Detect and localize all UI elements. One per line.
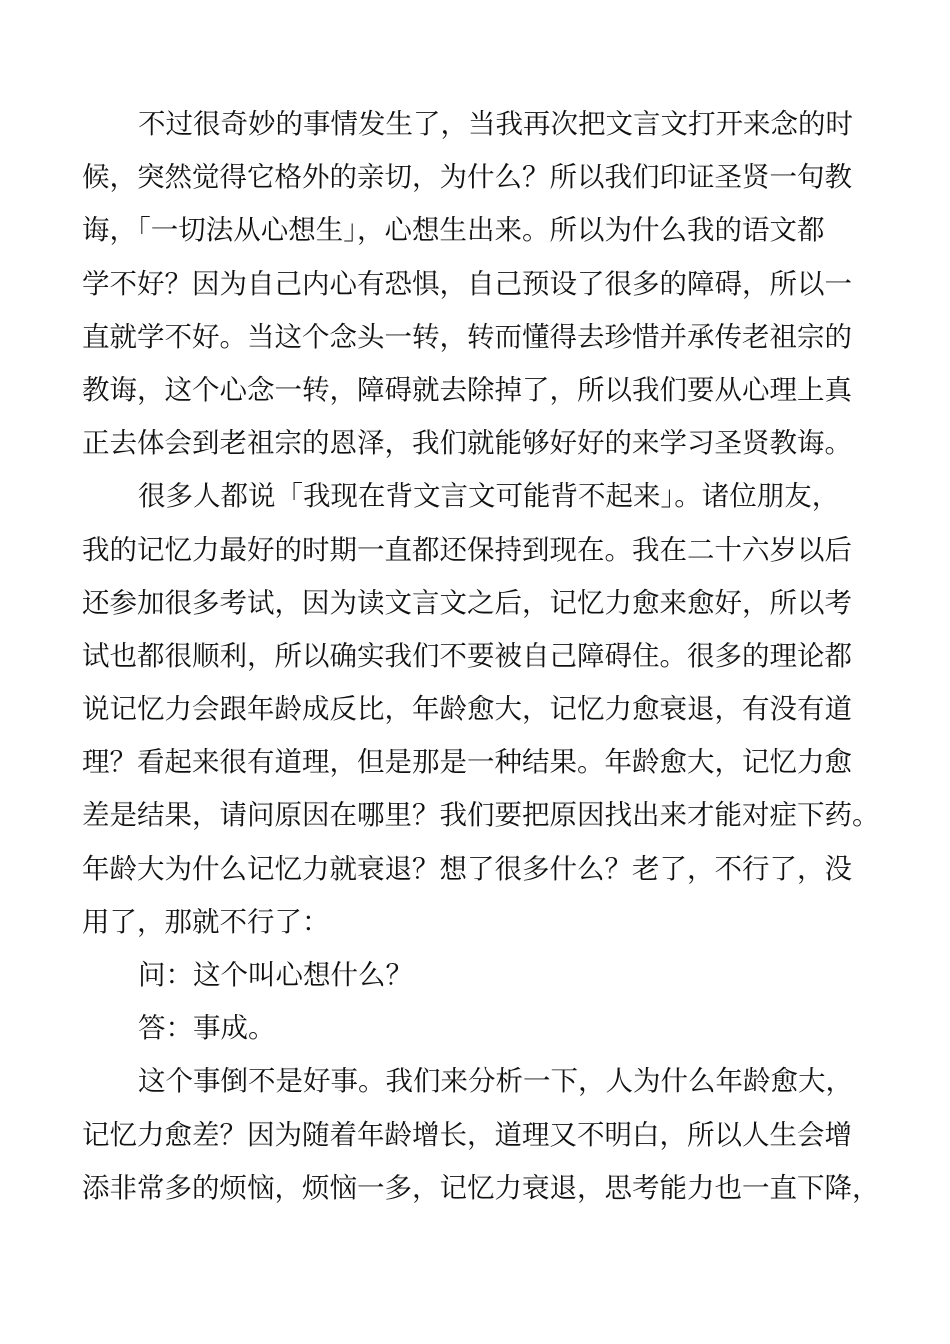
text-line: 我的记忆力最好的时期一直都还保持到现在。我在二十六岁以后	[82, 533, 852, 566]
text-line: 很多人都说「我现在背文言文可能背不起来」。诸位朋友，	[138, 480, 840, 513]
document-text-body	[82, 98, 902, 1215]
text-line: 直就学不好。当这个念头一转，转而懂得去珍惜并承传老祖宗的	[82, 320, 852, 353]
text-line: 教诲，这个心念一转，障碍就去除掉了，所以我们要从心理上真	[82, 373, 852, 406]
text-line: 试也都很顺利，所以确实我们不要被自己障碍住。很多的理论都	[82, 639, 852, 672]
text-line: 理？看起来很有道理，但是那是一种结果。年龄愈大，记忆力愈	[82, 746, 852, 779]
text-line: 这个事倒不是好事。我们来分析一下，人为什么年龄愈大，	[138, 1065, 853, 1098]
text-line: 说记忆力会跟年龄成反比，年龄愈大，记忆力愈衰退，有没有道	[82, 693, 852, 726]
question-line: 问：这个叫心想什么？	[138, 959, 413, 991]
text-line: 添非常多的烦恼，烦恼一多，记忆力衰退，思考能力也一直下降，	[82, 1171, 880, 1204]
text-line: 还参加很多考试，因为读文言文之后，记忆力愈来愈好，所以考	[82, 586, 852, 619]
text-line: 候，突然觉得它格外的亲切，为什么？所以我们印证圣贤一句教	[82, 161, 852, 194]
text-line: 用了，那就不行了：	[82, 905, 330, 938]
text-line: 记忆力愈差？因为随着年龄增长，道理又不明白，所以人生会增	[82, 1118, 852, 1151]
text-line: 年龄大为什么记忆力就衰退？想了很多什么？老了，不行了，没	[82, 852, 852, 885]
text-line: 差是结果，请问原因在哪里？我们要把原因找出来才能对症下药。	[82, 799, 880, 832]
text-line: 正去体会到老祖宗的恩泽，我们就能够好好的来学习圣贤教诲。	[82, 427, 852, 460]
answer-line: 答：事成。	[138, 1012, 276, 1045]
text-line: 不过很奇妙的事情发生了，当我再次把文言文打开来念的时	[138, 108, 853, 140]
text-line: 诲，「一切法从心想生」，心想生出来。所以为什么我的语文都	[82, 214, 825, 247]
text-line: 学不好？因为自己内心有恐惧，自己预设了很多的障碍，所以一	[82, 267, 852, 300]
